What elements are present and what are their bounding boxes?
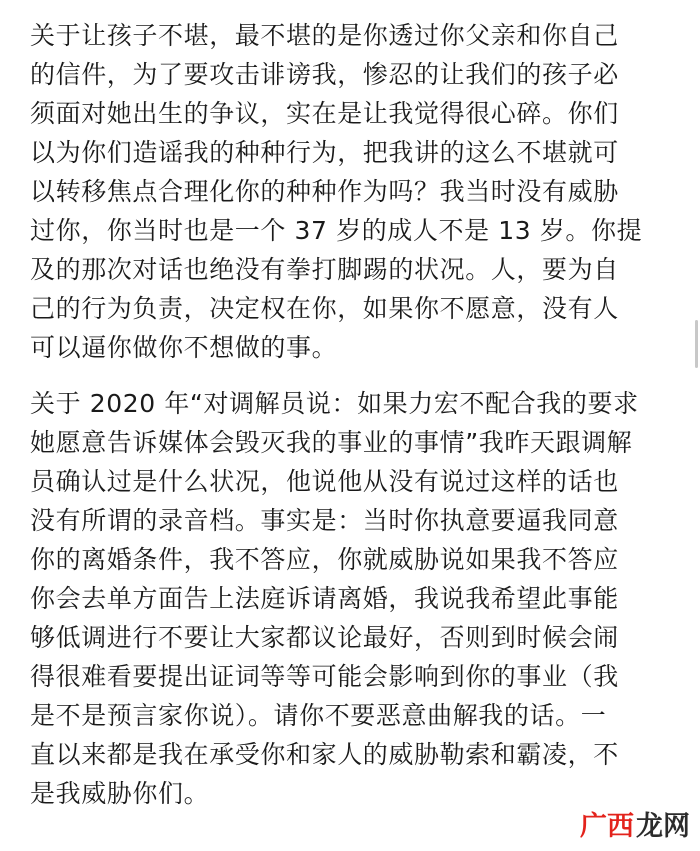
- text-line: 以转移焦点合理化你的种种作为吗？我当时没有威胁: [30, 177, 619, 206]
- text-line: 得很难看要提出证词等等可能会影响到你的事业（我: [30, 662, 619, 691]
- text-line: 过你，你当时也是一个 37 岁的成人不是 13 岁。你提: [30, 216, 643, 245]
- text-line: 关于让孩子不堪，最不堪的是你透过你父亲和你自己: [30, 21, 619, 50]
- text-line: 她愿意告诉媒体会毁灭我的事业的事情”我昨天跟调解: [30, 428, 633, 457]
- scrollbar-thumb[interactable]: [695, 320, 698, 368]
- text-line: 员确认过是什么状况，他说他从没有说过这样的话也: [30, 467, 619, 496]
- text-line: 是我威胁你们。: [30, 779, 210, 808]
- paragraph-1: [30, 16, 680, 367]
- watermark-logo: [580, 809, 690, 845]
- text-line: 够低调进行不要让大家都议论最好，否则到时候会闹: [30, 623, 619, 652]
- text-line: 是不是预言家你说）。请你不要恶意曲解我的话。一: [30, 701, 607, 730]
- text-line: 可以逼你做你不想做的事。: [30, 333, 338, 362]
- text-line: 须面对她出生的争议，实在是让我觉得很心碎。你们: [30, 99, 619, 128]
- text-line: 及的那次对话也绝没有拳打脚踢的状况。人，要为自: [30, 255, 619, 284]
- watermark-text-part1: 广西: [580, 811, 634, 842]
- text-line: 直以来都是我在承受你和家人的威胁勒索和霸凌，不: [30, 740, 619, 769]
- watermark-text-part2: 龙网: [636, 811, 690, 842]
- text-line: 你的离婚条件，我不答应，你就威胁说如果我不答应: [30, 545, 619, 574]
- text-line: 没有所谓的录音档。事实是：当时你执意要逼我同意: [30, 506, 619, 535]
- text-line: 己的行为负责，决定权在你，如果你不愿意，没有人: [30, 294, 619, 323]
- text-line: 关于 2020 年“对调解员说：如果力宏不配合我的要求: [30, 389, 639, 418]
- text-line: 以为你们造谣我的种种行为，把我讲的这么不堪就可: [30, 138, 619, 167]
- text-line: 的信件，为了要攻击诽谤我，惨忍的让我们的孩子必: [30, 60, 619, 89]
- text-line: 你会去单方面告上法庭诉请离婚，我说我希望此事能: [30, 584, 619, 613]
- paragraph-2: [30, 384, 680, 813]
